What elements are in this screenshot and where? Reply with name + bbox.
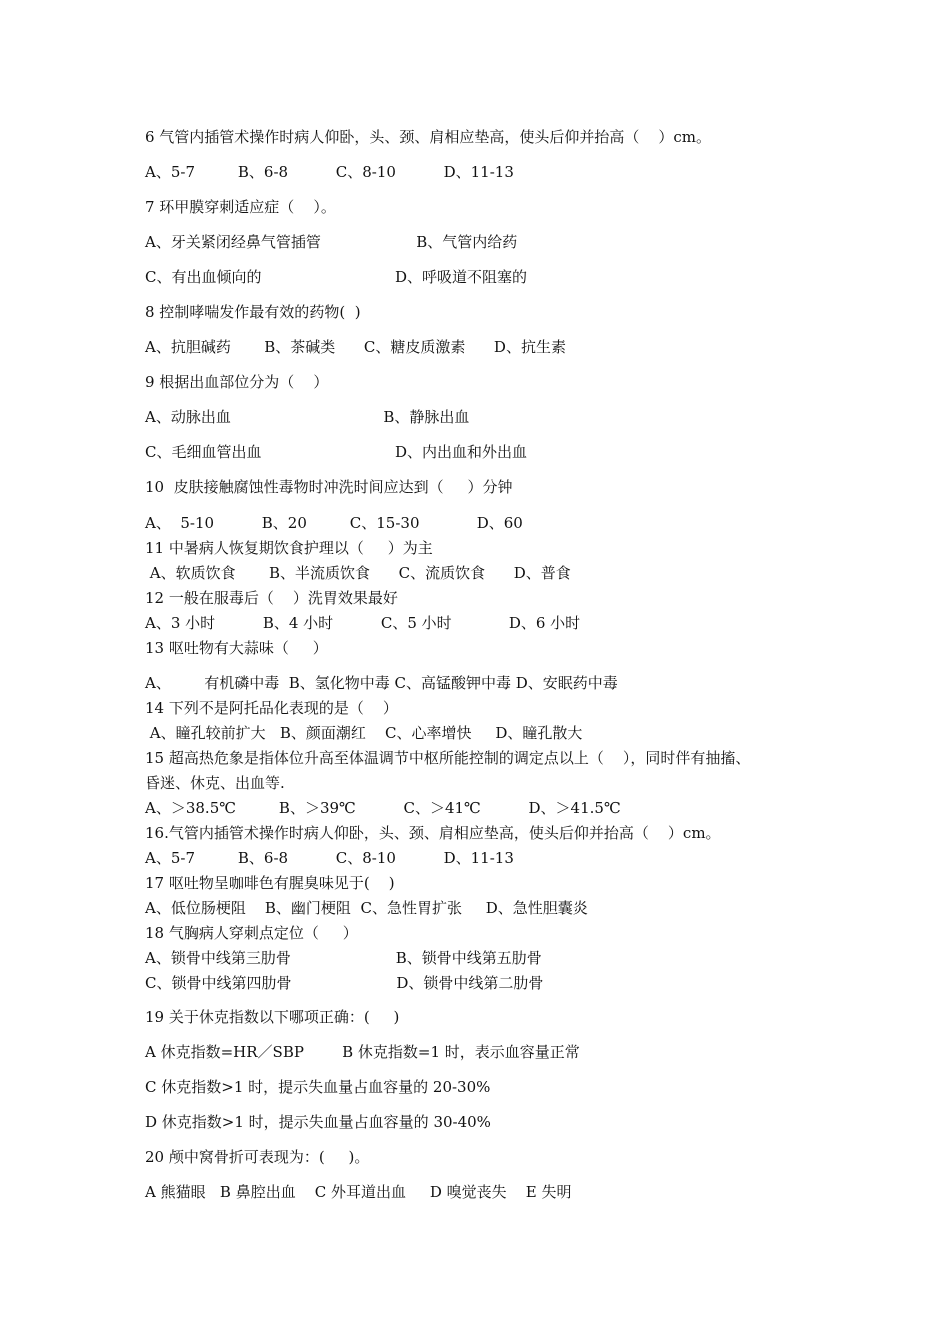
question-16: 16.气管内插管术操作时病人仰卧，头、颈、肩相应垫高，使头后仰并抬高（ ）cm。 (145, 824, 721, 842)
question-19: 19 关于休克指数以下哪项正确：( ) (145, 1008, 400, 1026)
question-17-options: A、低位肠梗阻 B、幽门梗阻 C、急性胃扩张 D、急性胆囊炎 (145, 899, 588, 917)
question-19-option-d: D 休克指数>1 时，提示失血量占血容量的 30-40% (145, 1113, 491, 1131)
question-14: 14 下列不是阿托品化表现的是（ ） (145, 699, 398, 717)
question-8-options: A、抗胆碱药 B、茶碱类 C、糖皮质激素 D、抗生素 (145, 338, 566, 356)
question-11-options: A、软质饮食 B、半流质饮食 C、流质饮食 D、普食 (145, 564, 571, 582)
question-11: 11 中暑病人恢复期饮食护理以（ ）为主 (145, 539, 433, 557)
question-14-options: A、瞳孔较前扩大 B、颜面潮红 C、心率增快 D、瞳孔散大 (145, 724, 583, 742)
question-17: 17 呕吐物呈咖啡色有腥臭味见于( ) (145, 874, 395, 892)
question-6: 6 气管内插管术操作时病人仰卧，头、颈、肩相应垫高，使头后仰并抬高（ ）cm。 (145, 128, 712, 146)
question-12: 12 一般在服毒后（ ）洗胃效果最好 (145, 589, 398, 607)
question-13-options: A、 有机磷中毒 B、氢化物中毒 C、高锰酸钾中毒 D、安眠药中毒 (145, 674, 618, 692)
question-20: 20 颅中窝骨折可表现为：( )。 (145, 1148, 370, 1166)
question-9-options-ab: A、动脉出血 B、静脉出血 (145, 408, 470, 426)
question-8: 8 控制哮喘发作最有效的药物( ) (145, 303, 361, 321)
question-19-option-c: C 休克指数>1 时，提示失血量占血容量的 20-30% (145, 1078, 491, 1096)
question-6-options: A、5-7 B、6-8 C、8-10 D、11-13 (145, 163, 514, 181)
question-9-options-cd: C、毛细血管出血 D、内出血和外出血 (145, 443, 528, 461)
question-7-options-ab: A、牙关紧闭经鼻气管插管 B、气管内给药 (145, 233, 518, 251)
question-7-options-cd: C、有出血倾向的 D、呼吸道不阻塞的 (145, 268, 528, 286)
question-16-options: A、5-7 B、6-8 C、8-10 D、11-13 (145, 849, 514, 867)
question-13: 13 呕吐物有大蒜味（ ） (145, 639, 328, 657)
question-18-options-ab: A、锁骨中线第三肋骨 B、锁骨中线第五肋骨 (145, 949, 542, 967)
question-18-options-cd: C、锁骨中线第四肋骨 D、锁骨中线第二肋骨 (145, 974, 544, 992)
question-15: 15 超高热危象是指体位升高至体温调节中枢所能控制的调定点以上（ ），同时伴有抽搐、 (145, 749, 751, 767)
question-20-options: A 熊猫眼 B 鼻腔出血 C 外耳道出血 D 嗅觉丧失 E 失明 (145, 1183, 572, 1201)
question-9: 9 根据出血部位分为（ ） (145, 373, 329, 391)
question-10: 10 皮肤接触腐蚀性毒物时冲洗时间应达到（ ）分钟 (145, 478, 513, 496)
question-7: 7 环甲膜穿刺适应症（ ）。 (145, 198, 336, 216)
question-12-options: A、3 小时 B、4 小时 C、5 小时 D、6 小时 (145, 614, 581, 632)
question-10-options: A、 5-10 B、20 C、15-30 D、60 (145, 514, 523, 532)
question-15-options: A、＞38.5℃ B、＞39℃ C、＞41℃ D、＞41.5℃ (145, 799, 621, 817)
question-18: 18 气胸病人穿刺点定位（ ） (145, 924, 358, 942)
question-15-continued: 昏迷、休克、出血等. (145, 774, 285, 792)
question-19-options-ab: A 休克指数=HR／SBP B 休克指数=1 时，表示血容量正常 (145, 1043, 580, 1061)
